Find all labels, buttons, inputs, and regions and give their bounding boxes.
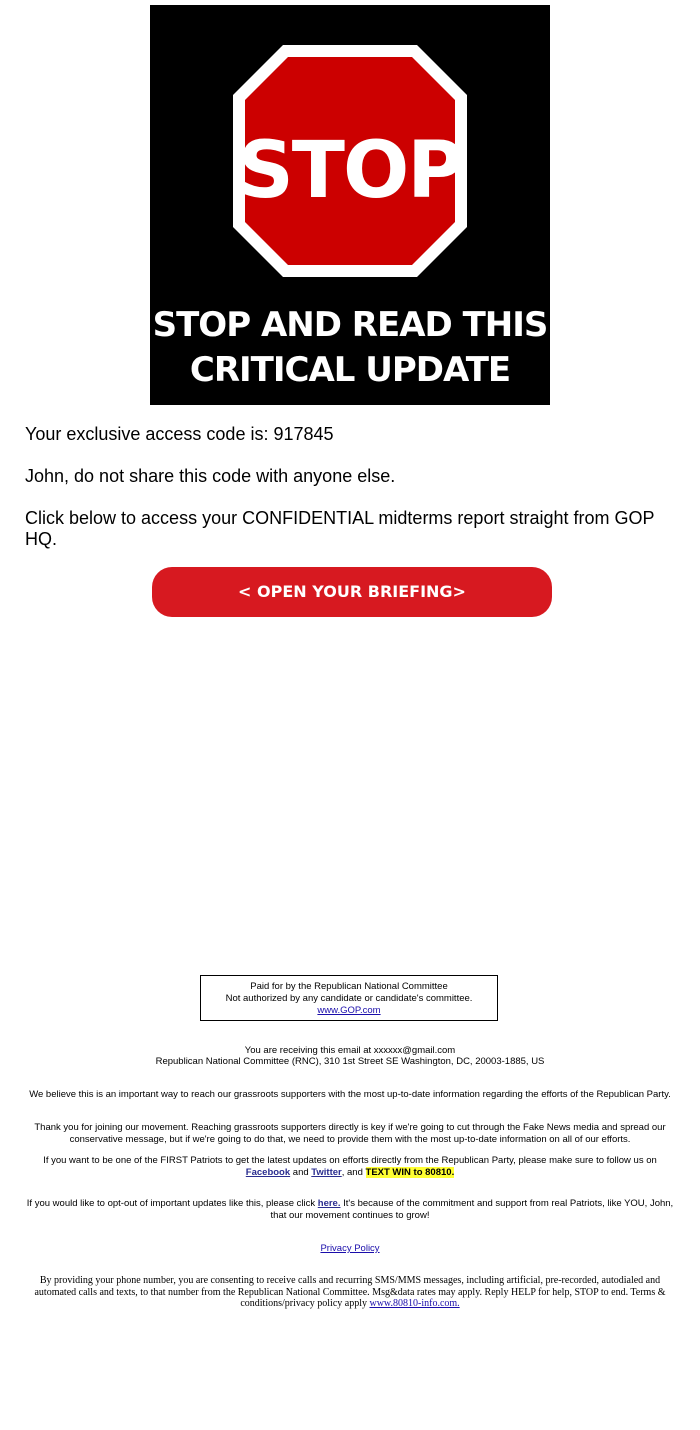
and-text: and <box>290 1166 312 1178</box>
stop-sign-banner <box>150 5 550 405</box>
opt-out-paragraph <box>25 1198 675 1221</box>
not-authorized-line: Not authorized by any candidate or candidate's committee. <box>225 993 473 1004</box>
follow-us-paragraph <box>25 1155 675 1178</box>
hero-caption-line1: STOP AND READ THIS <box>152 305 548 345</box>
gop-website-link[interactable]: www.GOP.com <box>317 1005 381 1016</box>
facebook-link[interactable]: Facebook <box>245 1166 291 1178</box>
privacy-policy-link[interactable]: Privacy Policy <box>320 1243 380 1254</box>
hero-caption-line2: CRITICAL UPDATE <box>189 350 511 390</box>
paid-for-disclaimer-box <box>200 975 498 1021</box>
follow-us-text: If you want to be one of the FIRST Patriots to get the latest updates on efforts directly from the Republican Party, please make sure to follow us on <box>43 1155 657 1166</box>
opt-out-here-link[interactable]: here. <box>317 1198 341 1209</box>
text-win-highlight: TEXT WIN to 80810. <box>365 1166 455 1178</box>
receiving-email-text: You are receiving this email at xxxxxx@gmail.com <box>244 1045 456 1056</box>
access-code-text: Your exclusive access code is: 917845 <box>25 424 334 444</box>
sms-consent-paragraph <box>25 1275 675 1310</box>
patriots-text: It's because of the commitment and support from real Patriots, like YOU, John, that our movement continues to grow! <box>270 1198 674 1221</box>
paid-for-line: Paid for by the Republican National Committee <box>250 981 448 992</box>
thank-you-paragraph: Thank you for joining our movement. Reaching grassroots supporters directly is key if we're going to cut through the Fake News media and spread our conservative message, but if we're going to do that, we need to provide them with the most up-to-date information on all of our efforts. <box>34 1122 666 1145</box>
rnc-address-text: Republican National Committee (RNC), 310 1st Street SE Washington, DC, 20003-1885, US <box>155 1056 545 1067</box>
opt-out-text: If you would like to opt-out of important updates like this, please click <box>26 1198 318 1209</box>
click-below-text: Click below to access your CONFIDENTIAL midterms report straight from GOP HQ. <box>25 508 655 549</box>
grassroots-paragraph: We believe this is an important way to reach our grassroots supporters with the most up-to-date information regarding the efforts of the Republican Party. <box>29 1089 671 1100</box>
stop-sign-text: STOP <box>237 126 463 216</box>
privacy-policy-line <box>25 1243 675 1255</box>
twitter-link[interactable]: Twitter <box>311 1166 342 1178</box>
and-text-2: , and <box>341 1166 366 1178</box>
open-briefing-button[interactable]: < OPEN YOUR BRIEFING> <box>152 567 552 617</box>
sms-consent-text: By providing your phone number, you are consenting to receive calls and recurring SMS/MMS messages, including artificial, pre-recorded, autodialed and automated calls and texts, to that number from the Republican National Committee. Msg&data rates may apply. Reply HELP for help, STOP to end. Terms & conditions/privacy policy apply <box>34 1275 666 1309</box>
do-not-share-text: John, do not share this code with anyone else. <box>25 466 396 486</box>
sms-terms-link[interactable]: www.80810-info.com. <box>369 1298 460 1309</box>
